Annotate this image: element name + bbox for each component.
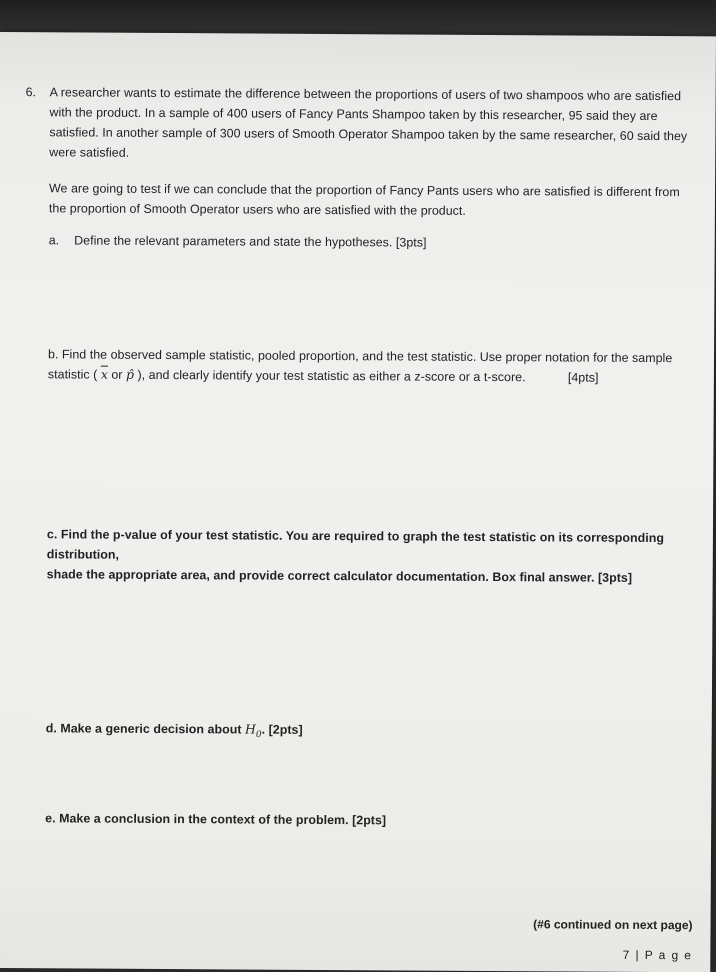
part-a-text: Define the relevant parameters and state the hypotheses. [3pts] xyxy=(74,233,427,250)
part-b-points: [4pts] xyxy=(567,370,599,385)
part-a-label: a. xyxy=(48,233,60,248)
or-word: or xyxy=(111,367,123,382)
intro-line-2: with the product. In a sample of 400 users of Fancy Pants Shampoo taken by this researcher, 95 said they are xyxy=(49,105,658,124)
part-d-points: . [2pts] xyxy=(261,722,303,737)
part-b-line-2-end: ), and clearly identify your test statistic as either a z-score or a t-score. xyxy=(137,367,526,385)
part-b xyxy=(48,344,698,388)
question-6-intro xyxy=(25,82,689,166)
test-statement xyxy=(49,178,689,222)
page-number: 7 | P a g e xyxy=(622,947,693,963)
part-d-text: d. Make a generic decision about xyxy=(45,721,242,737)
part-a xyxy=(49,230,689,254)
h0-symbol: H xyxy=(244,721,256,737)
part-c-line-2: shade the appropriate area, and provide correct calculator documentation. Box final answer. [3pts] xyxy=(46,567,633,585)
p-hat-symbol: p̂ xyxy=(125,366,135,382)
part-b-line-2 xyxy=(48,364,698,388)
part-e-text: e. Make a conclusion in the context of the problem. [2pts] xyxy=(45,811,387,828)
part-b-line-1: b. Find the observed sample statistic, pooled proportion, and the test statistic. Use proper notation for the sample xyxy=(47,347,673,366)
test-line-2: the proportion of Smooth Operator users who are satisfied with the product. xyxy=(48,201,466,218)
continued-note: (#6 continued on next page) xyxy=(533,917,693,933)
h0-subscript: 0 xyxy=(255,730,262,741)
test-line-1: We are going to test if we can conclude that the proportion of Fancy Pants users who are satisfied is different from xyxy=(49,181,680,200)
worksheet-page xyxy=(0,32,716,972)
part-b-line-2-start: statistic ( xyxy=(47,367,98,382)
question-number: 6. xyxy=(25,85,37,100)
intro-line-1: A researcher wants to estimate the difference between the proportions of users of two shampoos who are satisfied xyxy=(49,85,682,104)
intro-line-3: satisfied. In another sample of 300 users of Smooth Operator Shampoo taken by the same researcher, 60 said they xyxy=(49,125,688,144)
part-d xyxy=(46,718,686,747)
part-e xyxy=(45,808,685,832)
part-c-line-1: c. Find the p-value of your test statistic. You are required to graph the test statistic on its corresponding distribution, xyxy=(46,527,665,562)
intro-line-4: were satisfied. xyxy=(49,145,130,160)
x-bar-symbol: $\overline{x}$ xyxy=(100,366,108,382)
part-c xyxy=(47,524,697,588)
